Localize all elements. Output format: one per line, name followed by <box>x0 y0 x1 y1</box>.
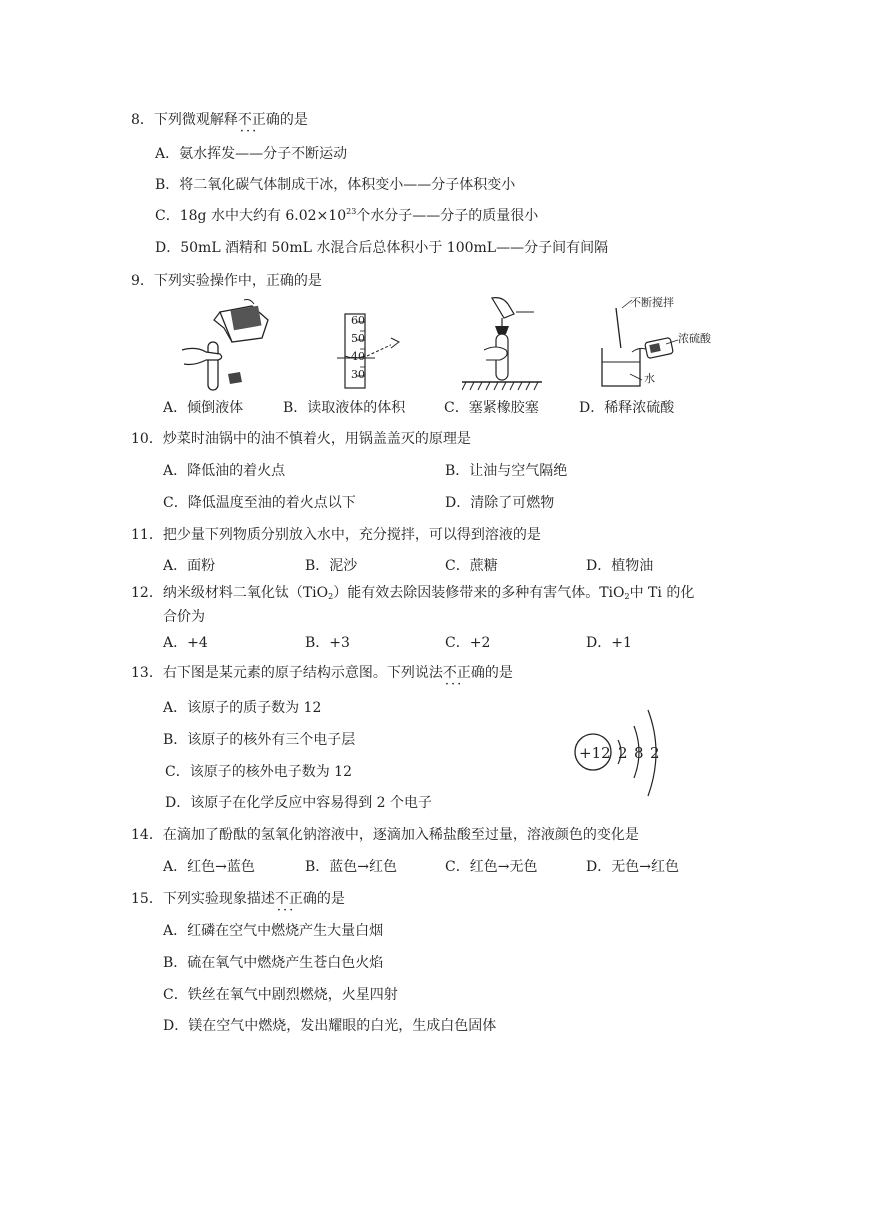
figure-diluting-acid <box>596 296 711 390</box>
q13-option-a: A．该原子的质子数为 12 <box>163 700 322 716</box>
question-number: 13． <box>131 665 163 681</box>
question-11-stem: 11．把少量下列物质分别放入水中，充分搅拌，可以得到溶液的是 <box>131 527 541 543</box>
q13-option-b: B．该原子的核外有三个电子层 <box>163 732 356 748</box>
question-number: 10． <box>131 431 163 447</box>
question-number: 11． <box>131 527 163 543</box>
question-number: 15． <box>131 891 163 907</box>
q12-option-b: B．+3 <box>305 635 350 651</box>
q11-option-d: D．植物油 <box>586 558 654 574</box>
q15-option-b: B．硫在氧气中燃烧产生苍白色火焰 <box>163 955 384 971</box>
question-13-stem: 13．右下图是某元素的原子结构示意图。下列说法不正确 ···的是 <box>131 663 513 683</box>
tick-label: 50 <box>351 332 365 345</box>
q9-option-a: A．倾倒液体 <box>163 400 244 416</box>
q10-option-c: C．降低温度至油的着火点以下 <box>163 495 356 511</box>
q8-option-b: B．将二氧化碳气体制成干冰，体积变小——分子体积变小 <box>155 177 516 193</box>
q9-option-b: B．读取液体的体积 <box>283 400 406 416</box>
question-12-stem-cont: 合价为 <box>163 609 205 625</box>
tick-label: 60 <box>351 314 365 327</box>
question-9-stem: 9．下列实验操作中，正确的是 <box>131 273 322 289</box>
q12-option-a: A．+4 <box>163 635 208 651</box>
question-10-stem: 10．炒菜时油锅中的油不慎着火，用锅盖盖灭的原理是 <box>131 431 471 447</box>
label-stir: 不断搅拌 <box>630 296 674 309</box>
q14-option-b: B．蓝色→红色 <box>305 859 398 875</box>
emphasized-text: 不正确 ··· <box>275 889 317 909</box>
tick-label: 30 <box>351 368 365 381</box>
q8-option-d: D．50mL 酒精和 50mL 水混合后总体积小于 100mL——分子间有间隔 <box>155 240 609 256</box>
nucleus-label: +12 <box>579 744 611 762</box>
q15-option-c: C．铁丝在氧气中剧烈燃烧，火星四射 <box>163 987 398 1003</box>
q12-option-c: C．+2 <box>445 635 491 651</box>
question-number: 14． <box>131 827 163 843</box>
q14-option-d: D．无色→红色 <box>586 859 679 875</box>
q13-option-c: C．该原子的核外电子数为 12 <box>165 764 352 780</box>
question-15-stem: 15．下列实验现象描述不正确 ···的是 <box>131 889 345 909</box>
q10-option-b: B．让油与空气隔绝 <box>445 463 568 479</box>
q14-option-a: A．红色→蓝色 <box>163 859 255 875</box>
q12-option-d: D．+1 <box>586 635 632 651</box>
emphasized-text: 不正确 ··· <box>443 663 485 683</box>
q8-option-c: C．18g 水中大约有 $6.02\times 10^{23}$个水分子——分子的质量很小 <box>155 207 539 224</box>
question-8-stem: 8．下列微观解释不正确 ···的是 <box>131 110 308 130</box>
figure-pouring-liquid <box>180 298 275 393</box>
q15-option-a: A．红磷在空气中燃烧产生大量白烟 <box>163 923 384 939</box>
shell-3-electrons: 2 <box>650 744 660 762</box>
q9-option-d: D．稀释浓硫酸 <box>579 400 675 416</box>
shell-2-electrons: 8 <box>634 744 644 762</box>
emphasized-text: 不正确 ··· <box>238 110 280 130</box>
question-14-stem: 14．在滴加了酚酞的氢氧化钠溶液中，逐滴加入稀盐酸至过量，溶液颜色的变化是 <box>131 827 639 843</box>
q15-option-d: D．镁在空气中燃烧，发出耀眼的白光，生成白色固体 <box>163 1018 497 1034</box>
q11-option-c: C．蔗糖 <box>445 558 498 574</box>
q13-option-d: D．该原子在化学反应中容易得到 2 个电子 <box>165 795 433 811</box>
question-number: 9． <box>131 273 154 289</box>
q10-option-d: D．清除了可燃物 <box>445 495 555 511</box>
q8-option-a: A．氨水挥发——分子不断运动 <box>155 146 348 162</box>
question-12-stem: 12．纳米级材料二氧化钛（TiO$_2$）能有效去除因装修带来的多种有害气体。TiO$_2$中 Ti 的化 <box>131 585 695 601</box>
label-water: 水 <box>644 372 655 385</box>
atom-structure-diagram <box>574 704 664 804</box>
q10-option-a: A．降低油的着火点 <box>163 463 286 479</box>
question-number: 12． <box>131 585 163 601</box>
q11-option-b: B．泥沙 <box>305 558 358 574</box>
shell-1-electrons: 2 <box>618 744 628 762</box>
label-conc-acid: 浓硫酸 <box>678 332 711 345</box>
question-number: 8． <box>131 112 154 128</box>
figure-reading-cylinder <box>335 312 415 392</box>
tick-label: 40 <box>351 350 365 363</box>
q9-option-c: C．塞紧橡胶塞 <box>444 400 539 416</box>
figure-inserting-stopper <box>462 294 542 392</box>
q11-option-a: A．面粉 <box>163 558 216 574</box>
q14-option-c: C．红色→无色 <box>445 859 538 875</box>
